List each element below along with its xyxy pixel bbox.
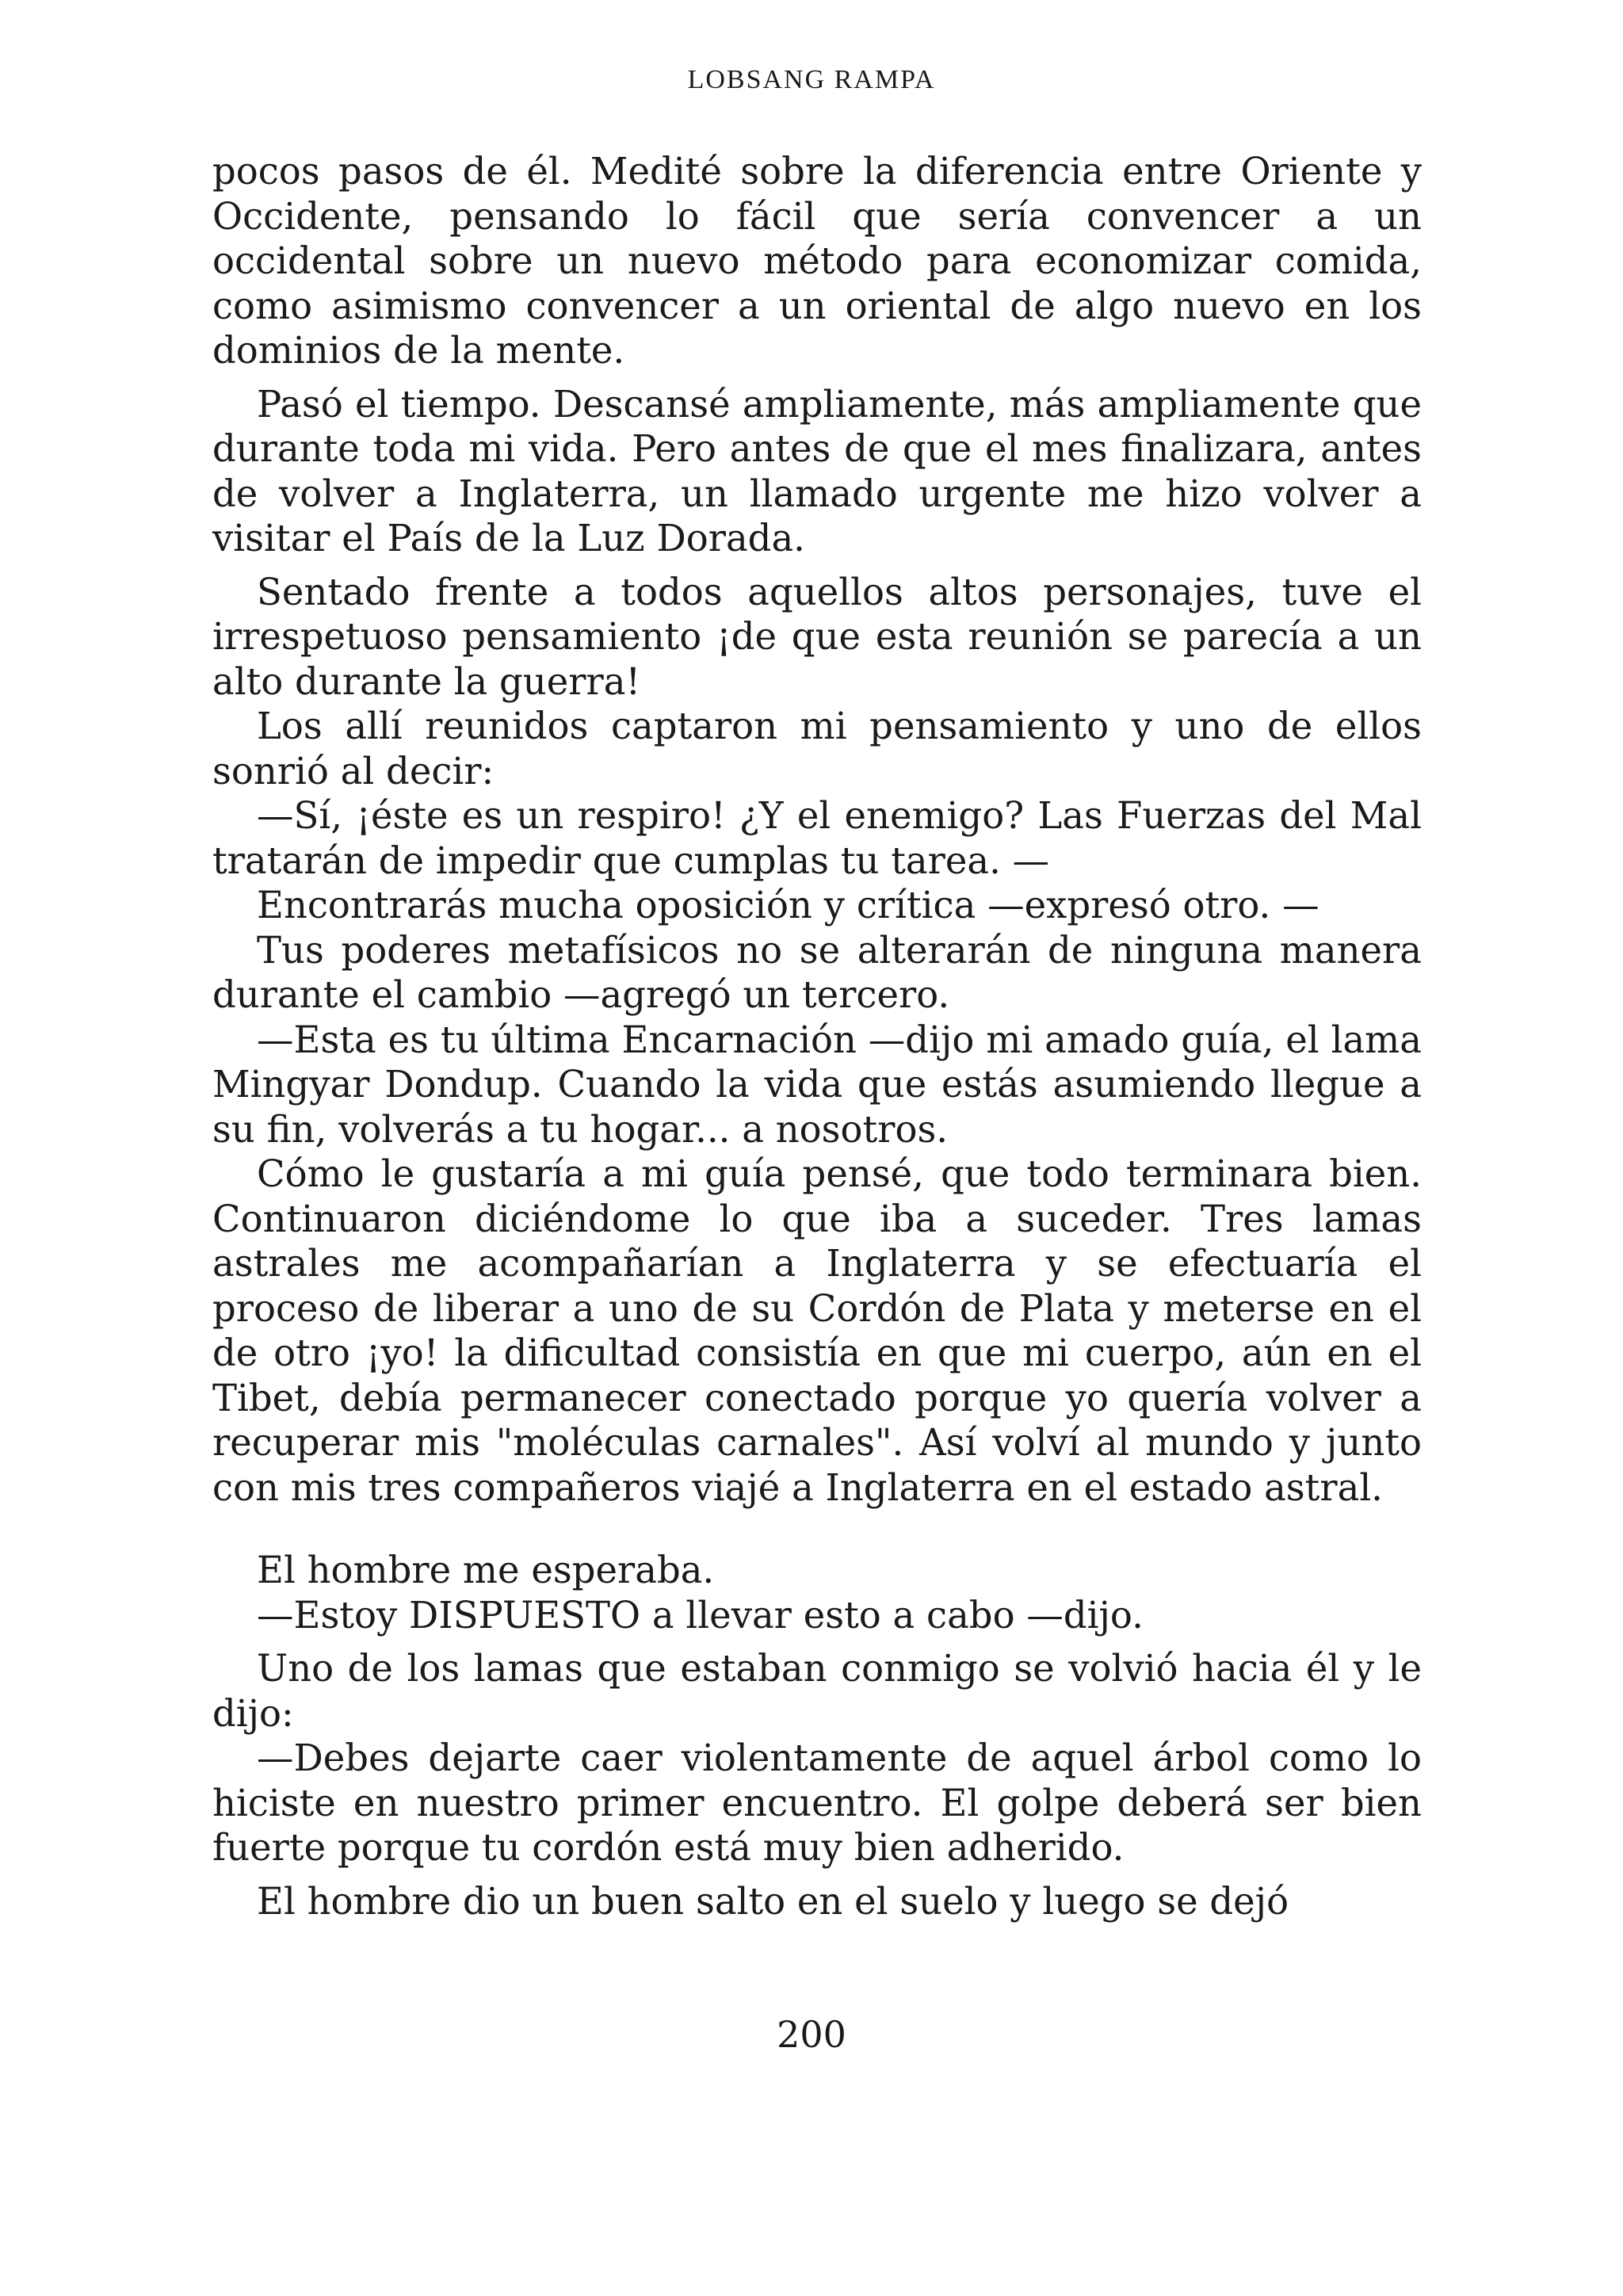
paragraph: pocos pasos de él. Medité sobre la diferencia entre Oriente y Occidente, pensando lo fácil que sería convencer a un occidental sobre un nuevo método para economizar comida, como asimismo convencer a un oriental de algo nuevo en los dominios de la mente.	[212, 150, 1422, 372]
paragraph: El hombre dio un buen salto en el suelo y luego se dejó	[257, 1879, 1289, 1923]
paragraph: —Esta es tu última Encarnación —dijo mi amado guía, el lama Mingyar Dondup. Cuando la vida que estás asumiendo llegue a su fin, volverás a tu hogar... a nosotros.	[212, 1018, 1422, 1151]
paragraph: Tus poderes metafísicos no se alterarán de ninguna manera durante el cambio —agregó un tercero.	[212, 928, 1422, 1016]
paragraph: —Sí, ¡éste es un respiro! ¿Y el enemigo? Las Fuerzas del Mal tratarán de impedir que cumplas tu tarea. —	[212, 794, 1422, 882]
paragraph: Pasó el tiempo. Descansé ampliamente, más ampliamente que durante toda mi vida. Pero antes de que el mes finalizara, antes de volver a Inglaterra, un llamado urgente me hizo volver a visitar el País de la Luz Dorada.	[212, 382, 1422, 560]
paragraph: Encontrarás mucha oposición y crítica —expresó otro. —	[257, 884, 1319, 926]
body-text	[212, 149, 1422, 1924]
paragraph: —Debes dejarte caer violentamente de aquel árbol como lo hiciste en nuestro primer encuentro. El golpe deberá ser bien fuerte porque tu cordón está muy bien adherido.	[212, 1736, 1422, 1869]
running-head: LOBSANG RAMPA	[687, 65, 936, 94]
paragraph: El hombre me esperaba.	[257, 1549, 715, 1591]
page-number: 200	[777, 2013, 846, 2056]
paragraph: Cómo le gustaría a mi guía pensé, que todo terminara bien. Continuaron diciéndome lo que iba a suceder. Tres lamas astrales me acompañarían a Inglaterra y se efectuaría el proceso de liberar a uno de su Cordón de Plata y meterse en el de otro ¡yo! la dificultad consistía en que mi cuerpo, aún en el Tibet, debía permanecer conectado porque yo quería volver a recuperar mis "moléculas carnales". Así volví al mundo y junto con mis tres compañeros viajé a Inglaterra en el estado astral.	[212, 1152, 1422, 1509]
paragraph: Los allí reunidos captaron mi pensamiento y uno de ellos sonrió al decir:	[212, 705, 1422, 793]
paragraph: —Estoy DISPUESTO a llevar esto a cabo —dijo.	[257, 1593, 1144, 1637]
paragraph: Sentado frente a todos aquellos altos personajes, tuve el irrespetuoso pensamiento ¡de que esta reunión se parecía a un alto durante la guerra!	[212, 570, 1422, 703]
paragraph: Uno de los lamas que estaban conmigo se volvió hacia él y le dijo:	[212, 1647, 1422, 1735]
